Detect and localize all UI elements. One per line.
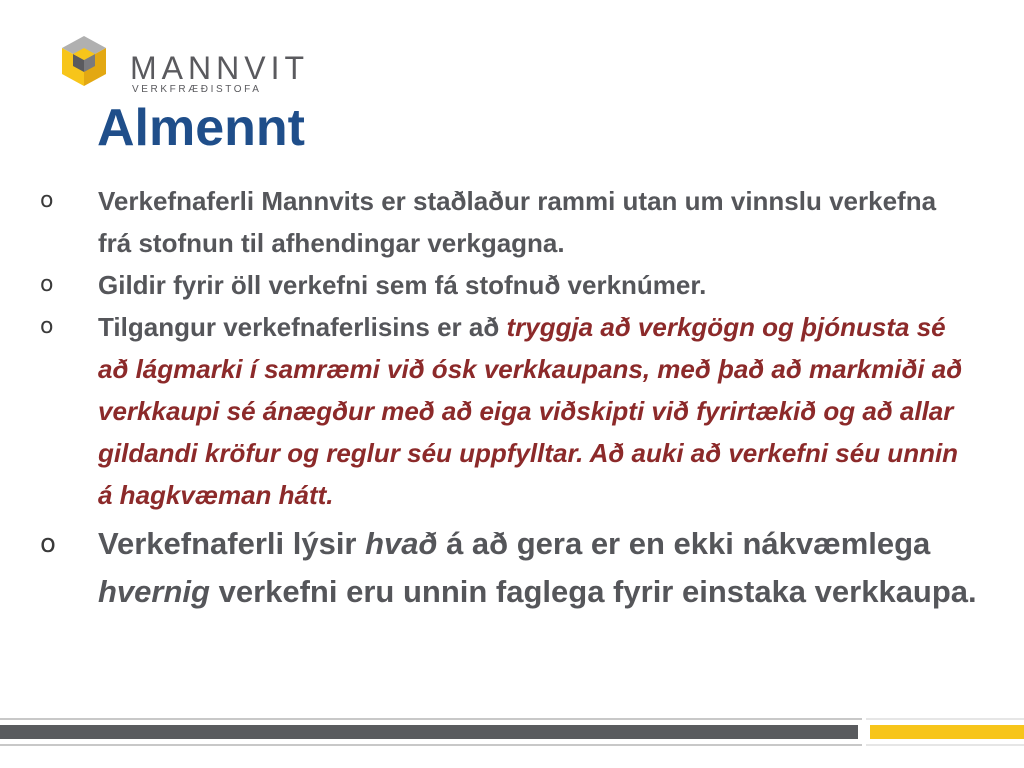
bullet-item: [0, 180, 958, 264]
logo-wordmark: MANNVIT: [130, 50, 309, 86]
bullet-text-end: .: [326, 480, 334, 510]
bullet-text-emphasis: tryggja að verkgögn og þjónusta sé að lágmarki í samræmi við ósk verkkaupans, með það að markmiði að verkkaupi sé ánægður með að eiga viðskipti við fyrirtækið og að allar gildandi kröfur og reglur séu uppfylltar. Að auki að verkefni séu unnin á hagkvæman hátt: [98, 312, 963, 510]
bullet-text: [98, 312, 962, 510]
bullet-text: Gildir fyrir öll verkefni sem fá stofnuð verknúmer.: [98, 270, 707, 300]
bullet-text-italic: hvernig: [98, 574, 210, 609]
bullet-text: Verkefnaferli Mannvits er staðlaður rammi utan um vinnslu verkefna frá stofnun til afhendingar verkgagna.: [98, 186, 937, 258]
bullet-list: [0, 180, 1000, 616]
mannvit-logo-icon: [58, 34, 110, 90]
bullet-marker: o: [40, 188, 54, 213]
footer-yellow-fill: [870, 725, 1024, 739]
bullet-text-part: Verkefnaferli lýsir: [98, 526, 366, 561]
footer-yellow-bar: [866, 718, 1024, 746]
footer-gray-bar: [0, 718, 862, 746]
company-logo: [58, 34, 318, 98]
bullet-marker: o: [40, 272, 54, 297]
slide-title: Almennt: [97, 99, 305, 157]
bullet-text-italic: hvað: [365, 526, 438, 561]
bullet-item: [0, 264, 1000, 306]
bullet-text-part: verkefni eru unnin faglega fyrir einstaka verkkaupa.: [209, 574, 977, 609]
bullet-text-lead: Tilgangur verkefnaferlisins er að: [98, 312, 507, 342]
bullet-item: [0, 520, 978, 616]
bullet-text: [98, 526, 977, 609]
bullet-item: [0, 306, 978, 516]
footer-gray-fill: [0, 725, 858, 739]
bullet-marker: o: [40, 314, 54, 339]
bullet-marker: o: [40, 529, 56, 559]
bullet-text-part: á að gera er en ekki nákvæmlega: [437, 526, 931, 561]
logo-subtitle: VERKFRÆÐISTOFA: [132, 84, 262, 95]
